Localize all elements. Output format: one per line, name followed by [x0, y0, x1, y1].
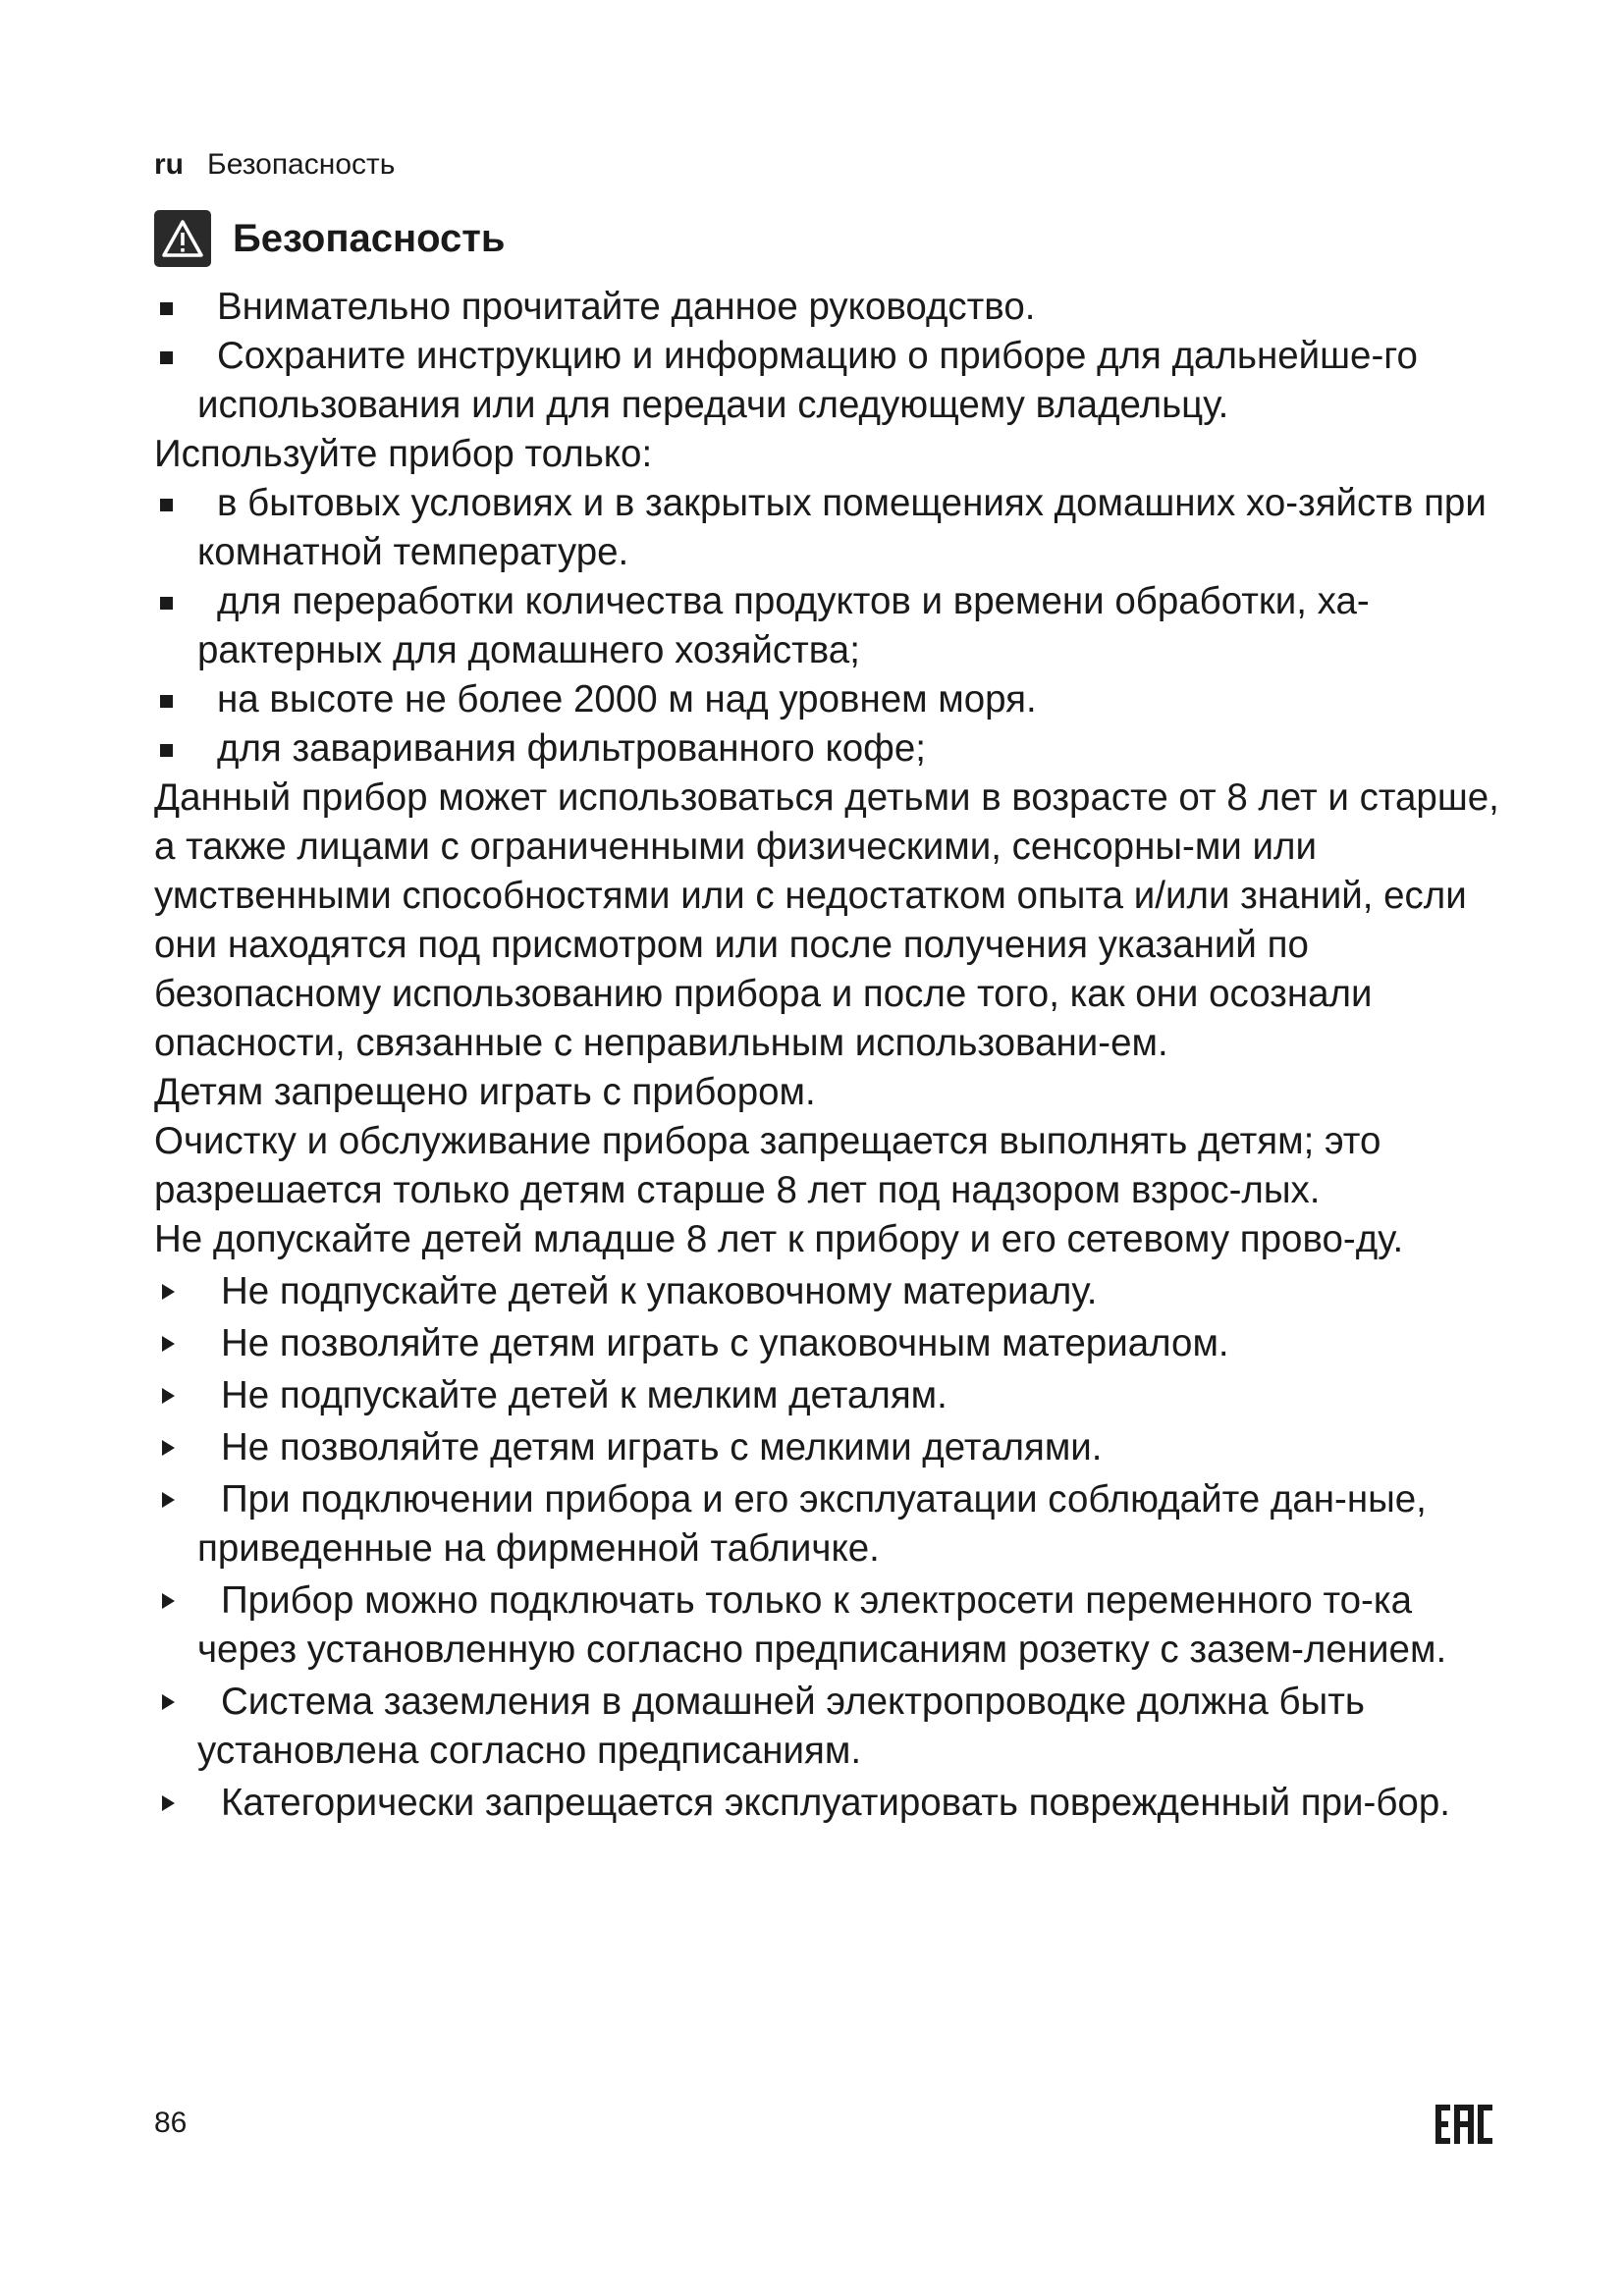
warning-triangle-icon	[154, 210, 211, 267]
intro-list	[154, 283, 1509, 430]
list-item: Не подпускайте детей к упаковочному материалу.	[154, 1267, 1509, 1316]
paragraph: Данный прибор может использоваться детьми в возрасте от 8 лет и старше, а также лицами с ограниченными физическими, сенсорны-ми или умственными способностями или с недостатком опыта и/или знаний, если они находятся под присмотром или после получения указаний по безопасному использованию прибора и после того, как они осознали опасности, связанные с неправильным использовани-ем.	[154, 776, 1499, 1064]
instructions-list	[154, 1267, 1509, 1828]
usage-conditions-list	[154, 479, 1509, 774]
safety-content	[154, 283, 1509, 1828]
section-title: Безопасность	[233, 216, 506, 260]
running-header	[154, 147, 395, 183]
list-item: Прибор можно подключать только к электросети переменного то-ка через установленную согласно предписаниям розетку с зазем-лением.	[154, 1576, 1509, 1675]
list-item: Категорически запрещается эксплуатировать поврежденный при-бор.	[154, 1779, 1509, 1828]
list-item: на высоте не более 2000 м над уровнем моря.	[154, 675, 1509, 724]
list-item: в бытовых условиях и в закрытых помещениях домашних хо-зяйств при комнатной температуре.	[154, 479, 1509, 577]
paragraph: Детям запрещено играть с прибором.	[154, 1071, 816, 1113]
header-section-title: Безопасность	[207, 148, 396, 181]
list-item: для переработки количества продуктов и времени обработки, ха-рактерных для домашнего хозяйства;	[154, 577, 1509, 675]
page-number: 86	[154, 2107, 188, 2139]
paragraph: Очистку и обслуживание прибора запрещается выполнять детям; это разрешается только детям старше 8 лет под надзором взрос-лых.	[154, 1120, 1381, 1211]
language-code: ru	[154, 148, 184, 181]
list-item: Не позволяйте детям играть с мелкими деталями.	[154, 1423, 1509, 1472]
list-item: Не подпускайте детей к мелким деталям.	[154, 1371, 1509, 1420]
list-item: для заваривания фильтрованного кофе;	[154, 724, 1509, 774]
list-item: Внимательно прочитайте данное руководство.	[154, 283, 1509, 332]
use-only-heading: Используйте прибор только:	[154, 433, 653, 475]
section-heading	[154, 208, 505, 269]
paragraph: Не допускайте детей младше 8 лет к прибору и его сетевому прово-ду.	[154, 1218, 1404, 1260]
list-item: Система заземления в домашней электропроводке должна быть установлена согласно предписаниям.	[154, 1678, 1509, 1776]
list-item: Не позволяйте детям играть с упаковочным материалом.	[154, 1319, 1509, 1368]
eac-mark-icon	[1434, 2101, 1496, 2153]
list-item: При подключении прибора и его эксплуатации соблюдайте дан-ные, приведенные на фирменной табличке.	[154, 1475, 1509, 1574]
list-item: Сохраните инструкцию и информацию о приборе для дальнейше-го использования или для передачи следующему владельцу.	[154, 332, 1509, 430]
